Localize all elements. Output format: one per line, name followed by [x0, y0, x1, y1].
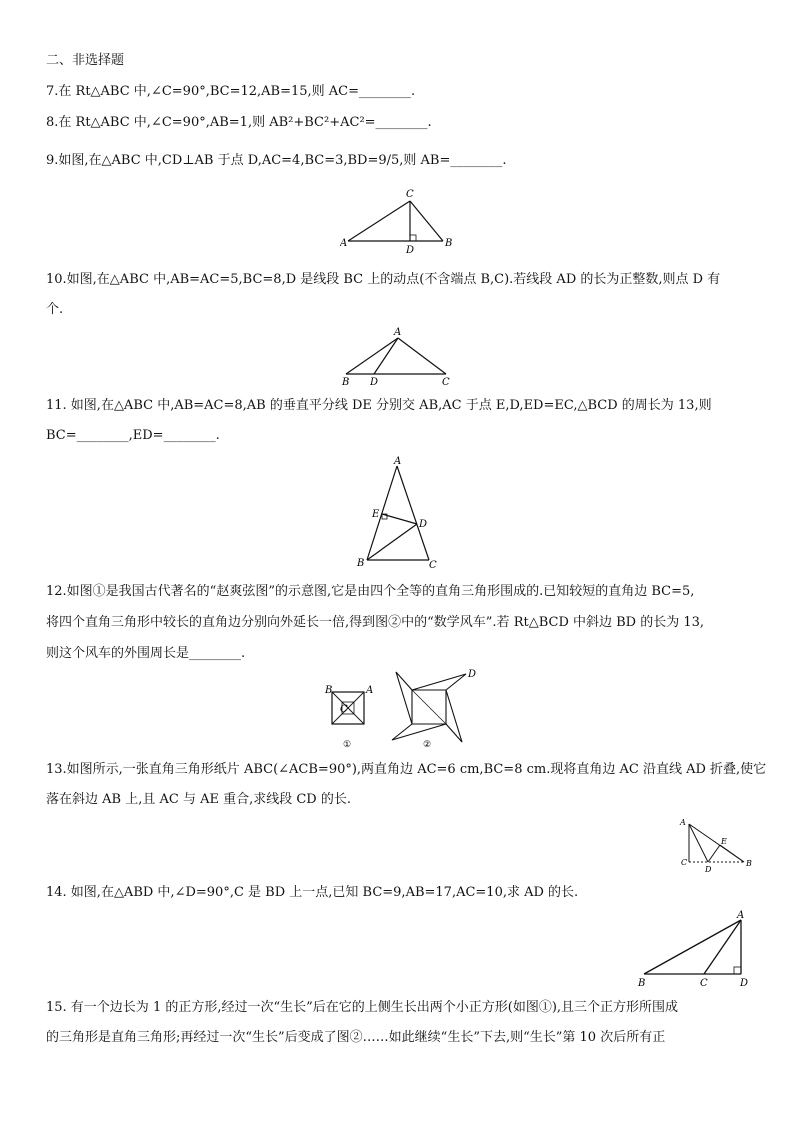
caption-1: ① [343, 740, 352, 750]
figure-9 [340, 186, 460, 256]
section-title: 二、非选择题 [46, 53, 125, 68]
label-D: D [705, 865, 712, 874]
label-D: D [406, 245, 415, 256]
label-A: A [366, 685, 374, 696]
problem-9: 9.如图,在△ABC 中,CD⊥AB 于点 D,AC=4,BC=3,BD=9/5,则 AB=________. [46, 153, 507, 168]
label-A: A [340, 238, 348, 249]
figure-13 [676, 814, 756, 876]
label-C: C [681, 858, 688, 867]
problem-14: 14. 如图,在△ABD 中,∠D=90°,C 是 BD 上一点,已知 BC=9,AB=17,AC=10,求 AD 的长. [46, 885, 579, 900]
problem-10-line1: 10.如图,在△ABC 中,AB=AC=5,BC=8,D 是线段 BC 上的动点(不含端点 B,C).若线段 AD 的长为正整数,则点 D 有 [46, 272, 721, 287]
problem-15-line2: 的三角形是直角三角形;再经过一次“生长”后变成了图②……如此继续“生长”下去,则“生长”第 10 次后所有正 [46, 1030, 666, 1045]
label-B: B [746, 859, 752, 868]
problem-11-line2: BC=________,ED=________. [46, 428, 220, 443]
label-D: D [419, 519, 428, 530]
problem-15-line1: 15. 有一个边长为 1 的正方形,经过一次“生长”后在它的上侧生长出两个小正方形(如图①),且三个正方形所围成 [46, 1000, 679, 1015]
label-A: A [394, 456, 402, 467]
label-B: B [445, 238, 453, 249]
problem-7: 7.在 Rt△ABC 中,∠C=90°,BC=12,AB=15,则 AC=________. [46, 84, 416, 99]
label-C: C [442, 377, 450, 388]
label-C: C [429, 560, 437, 570]
label-A: A [737, 910, 745, 921]
label-E: E [721, 837, 727, 846]
label-B: B [342, 377, 350, 388]
label-D: D [370, 377, 379, 388]
label-B: B [325, 685, 333, 696]
problem-13-line1: 13.如图所示,一张直角三角形纸片 ABC(∠ACB=90°),两直角边 AC=6 cm,BC=8 cm.现将直角边 AC 沿直线 AD 折叠,使它 [46, 762, 767, 777]
problem-10-line2: 个. [46, 302, 64, 317]
problem-11-line1: 11. 如图,在△ABC 中,AB=AC=8,AB 的垂直平分线 DE 分别交 AB,AC 于点 E,D,ED=EC,△BCD 的周长为 13,则 [46, 398, 712, 413]
figure-10 [338, 326, 458, 388]
caption-2: ② [423, 740, 432, 750]
problem-12-line1: 12.如图①是我国古代著名的“赵爽弦图”的示意图,它是由四个全等的直角三角形围成的.已知较短的直角边 BC=5, [46, 584, 695, 599]
label-B: B [357, 558, 365, 569]
label-A: A [680, 818, 686, 827]
label-C: C [700, 978, 708, 989]
figure-12 [320, 668, 480, 752]
problem-13-line2: 落在斜边 AB 上,且 AC 与 AE 重合,求线段 CD 的长. [46, 792, 351, 807]
label-D: D [740, 978, 749, 989]
figure-11 [352, 454, 452, 570]
problem-8: 8.在 Rt△ABC 中,∠C=90°,AB=1,则 AB²+BC²+AC²=________. [46, 115, 432, 130]
label-E: E [372, 509, 380, 520]
label-A: A [394, 327, 402, 338]
label-C: C [406, 189, 414, 200]
label-D: D [468, 669, 477, 680]
problem-12-line2: 将四个直角三角形中较长的直角边分别向外延长一倍,得到图②中的“数学风车”.若 Rt△BCD 中斜边 BD 的长为 13, [46, 615, 705, 630]
label-C: C [340, 704, 348, 715]
figure-14 [632, 908, 756, 990]
problem-12-line3: 则这个风车的外围周长是________. [46, 646, 246, 661]
label-B: B [638, 978, 646, 989]
